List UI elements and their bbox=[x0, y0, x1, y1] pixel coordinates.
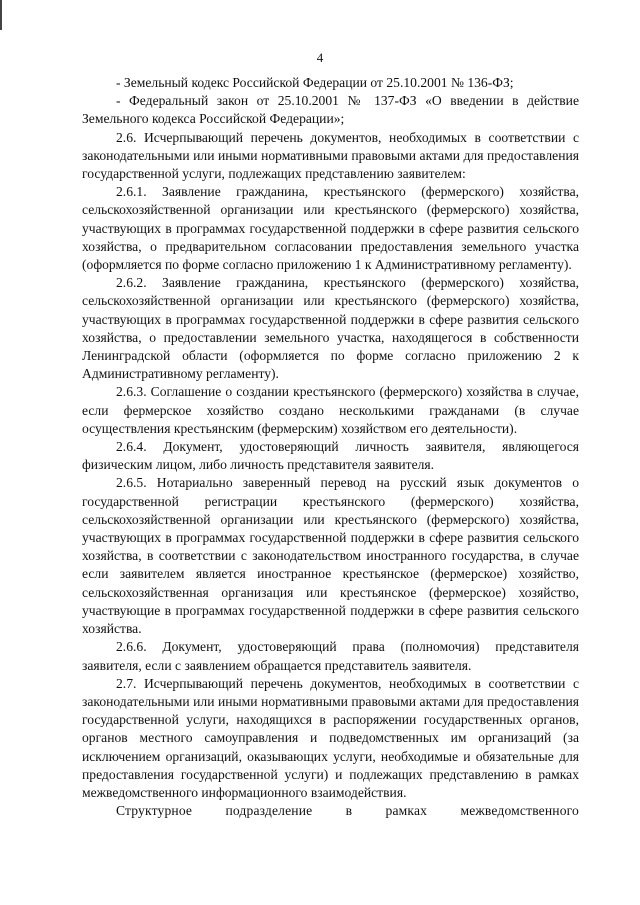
paragraph-2-6-1: 2.6.1. Заявление гражданина, крестьянского (фермерского) хозяйства, сельскохозяйственной организации или крестьянского (фермерского) хозяйства, участвующих в программах государственной поддержки в сфере развития сельского хозяйства, о предварительном согласовании предоставления земельного участка (оформляется по форме согласно приложению 1 к Административному регламенту). bbox=[82, 184, 579, 273]
paragraph-structural-unit: Структурное подразделение в рамках межведомственного bbox=[116, 803, 579, 819]
paragraph-land-code: - Земельный кодекс Российской Федерации от 25.10.2001 № 136-ФЗ; bbox=[116, 75, 514, 90]
paragraph-2-6-3: 2.6.3. Соглашение о создании крестьянского (фермерского) хозяйства в случае, если фермерское хозяйство создано несколькими гражданами (в случае осуществления крестьянским (фермерским) хозяйством его деятельности). bbox=[82, 384, 579, 436]
paragraph-2-6-6: 2.6.6. Документ, удостоверяющий права (полномочия) представителя заявителя, если с заявлением обращается представитель заявителя. bbox=[82, 639, 579, 673]
page-number: 4 bbox=[316, 50, 324, 65]
paragraph-2-6-5: 2.6.5. Нотариально заверенный перевод на русский язык документов о государственной регистрации крестьянского (фермерского) хозяйства, сельскохозяйственной организации или крестьянского (фермерского) хозяйства, участвующих в программах государственной поддержки в сфере развития сельского хозяйства, в соответствии с законодательством иностранного государства, в случае если заявителем является иностранное крестьянское (фермерское) хозяйство, сельскохозяйственная организация или крестьянское (фермерское) хозяйство, участвующие в программах государственной поддержки в сфере развития сельского хозяйства. bbox=[82, 475, 579, 637]
paragraph-2-6-2: 2.6.2. Заявление гражданина, крестьянского (фермерского) хозяйства, сельскохозяйственной организации или крестьянского (фермерского) хозяйства, участвующих в программах государственной поддержки в сфере развития сельского хозяйства, о предоставлении земельного участка, находящегося в собственности Ленинградской области (оформляется по форме согласно приложению 2 к Административному регламенту). bbox=[82, 275, 579, 382]
document-body bbox=[82, 74, 579, 820]
paragraph-2-6: 2.6. Исчерпывающий перечень документов, необходимых в соответствии с законодательными или иными нормативными правовыми актами для предоставления государственной услуги, подлежащих представлению заявителем: bbox=[82, 129, 579, 182]
paragraph-2-6-4: 2.6.4. Документ, удостоверяющий личность заявителя, являющегося физическим лицом, либо личность представителя заявителя. bbox=[82, 439, 579, 473]
scan-edge-mark bbox=[0, 0, 2, 30]
paragraph-2-7: 2.7. Исчерпывающий перечень документов, необходимых в соответствии с законодательными или иными нормативными правовыми актами для предоставления государственной услуги, находящихся в распоряжении государственных органов, органов местного самоуправления и подведомственных им организаций (за исключением организаций, оказывающих услуги, необходимые и обязательные для предоставления государственной услуги) и подлежащих представлению в рамках межведомственного информационного взаимодействия. bbox=[82, 675, 579, 800]
paragraph-federal-law: - Федеральный закон от 25.10.2001 № 137-ФЗ «О введении в действие Земельного кодекса Российской Федерации»; bbox=[82, 93, 579, 127]
